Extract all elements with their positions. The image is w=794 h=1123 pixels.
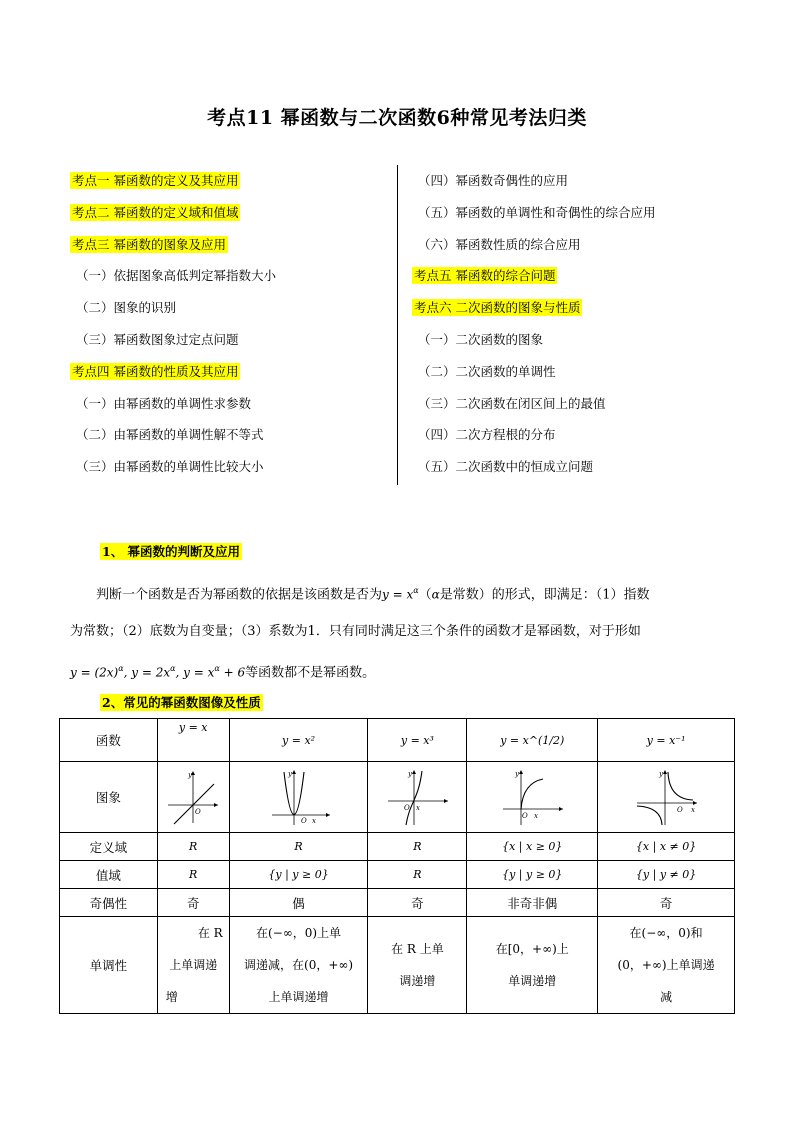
page-title: 考点11 幂函数与二次函数6种常见考法归类 [207, 107, 587, 129]
row-label: 定义域 [60, 833, 158, 861]
graph-cell [157, 762, 229, 833]
domain-cell: {x | x ≠ 0} [598, 833, 735, 861]
axis-x-label: x [691, 806, 696, 814]
graph-cell [598, 762, 735, 833]
domain-cell: R [229, 833, 368, 861]
toc-item: （二）图象的识别 [76, 300, 177, 316]
parity-cell: 奇 [157, 889, 229, 917]
graph-square [264, 767, 334, 827]
axis-y-label: y [659, 770, 664, 778]
table-row [60, 762, 735, 833]
toc-item: （三）幂函数图象过定点问题 [76, 331, 239, 347]
toc-item: （五）幂函数的单调性和奇偶性的综合应用 [418, 204, 656, 220]
row-label: 值域 [60, 861, 158, 889]
row-label: 图象 [60, 762, 158, 833]
origin-label: O [195, 808, 201, 816]
origin-label: O [677, 806, 683, 814]
table-row [60, 833, 735, 861]
function-label: y = x⁻¹ [598, 719, 735, 762]
toc-item: （一）二次函数的图象 [418, 331, 544, 347]
graph-sqrt [497, 767, 567, 827]
toc-item: 考点四 幂函数的性质及其应用 [72, 363, 239, 379]
axis-y-label: y [408, 770, 413, 778]
function-label: y = x^(1/2) [467, 719, 598, 762]
table-row [60, 889, 735, 917]
domain-cell: R [368, 833, 467, 861]
range-cell: {y | y ≠ 0} [598, 861, 735, 889]
toc-item: （一）由幂函数的单调性求参数 [76, 395, 252, 411]
toc-item: 考点一 幂函数的定义及其应用 [72, 173, 239, 188]
function-label: y = x [157, 719, 229, 762]
toc-item: 考点六 二次函数的图象与性质 [414, 300, 581, 316]
graph-cell [229, 762, 368, 833]
toc-left-column [70, 170, 390, 488]
toc-item: （六）幂函数性质的综合应用 [418, 236, 581, 252]
axis-y-label: y [287, 770, 292, 778]
toc-item: （二）由幂函数的单调性解不等式 [76, 427, 264, 443]
row-label: 奇偶性 [60, 889, 158, 917]
monotonic-cell: 在[0，+∞)上 单调递增 [467, 917, 598, 1014]
toc-item: （三）二次函数在闭区间上的最值 [418, 395, 606, 411]
origin-label: O [522, 812, 529, 820]
range-cell: {y | y ≥ 0} [229, 861, 368, 889]
function-label: y = x² [229, 719, 368, 762]
range-cell: R [368, 861, 467, 889]
axis-x-label: x [416, 804, 421, 812]
table-row [60, 861, 735, 889]
row-label: 单调性 [60, 917, 158, 1014]
toc-item: 考点五 幂函数的综合问题 [414, 268, 556, 284]
section-1-paragraph: 判断一个函数是否为幂函数的依据是该函数是否为$y = x^\alpha(\alpha$是常数）的形式，即满足：（1）指数 为常数；（2）底数为自变量；（3）系数为1．只有同时满足这三个条件的函数才是幂函数，对于形如 $y = (2x)^\alpha$, $y = 2x^\alpha$, $y = x^\alpha + 6$等函数都不是幂函数。 [70, 586, 650, 681]
monotonic-cell: 在 R 上单 调递增 [368, 917, 467, 1014]
toc-item: （二）二次函数的单调性 [418, 363, 556, 379]
origin-label: O [404, 804, 411, 812]
origin-label: O [300, 817, 307, 825]
axis-x-label: x [534, 812, 539, 820]
axis-y-label: y [188, 771, 193, 779]
parity-cell: 偶 [229, 889, 368, 917]
range-cell: {y | y ≥ 0} [467, 861, 598, 889]
section-heading-1: 1、 幂函数的判断及应用 [102, 544, 241, 559]
domain-cell: {x | x ≥ 0} [467, 833, 598, 861]
toc-right-column [412, 170, 732, 488]
graph-cube [382, 767, 452, 827]
toc-item: （一）依据图象高低判定幂指数大小 [76, 268, 277, 284]
monotonic-cell: 在(−∞，0)上单 调递减，在(0，+∞) 上单调递增 [229, 917, 368, 1014]
monotonic-cell: 在 R 上单调递 增 [157, 917, 229, 1014]
domain-cell: R [157, 833, 229, 861]
toc-item: 考点二 幂函数的定义域和值域 [72, 204, 239, 220]
graph-reciprocal [631, 767, 701, 827]
power-function-table [59, 718, 735, 1014]
row-label: 函数 [60, 719, 158, 762]
axis-y-label: y [515, 770, 520, 778]
range-cell: R [157, 861, 229, 889]
parity-cell: 奇 [368, 889, 467, 917]
function-label: y = x³ [368, 719, 467, 762]
parity-cell: 奇 [598, 889, 735, 917]
graph-linear [166, 769, 220, 825]
section-heading-2: 2、常见的幂函数图像及性质 [102, 695, 261, 710]
table-row [60, 719, 735, 762]
parity-cell: 非奇非偶 [467, 889, 598, 917]
toc-item: （五）二次函数中的恒成立问题 [418, 459, 594, 475]
table-row [60, 917, 735, 1014]
toc-item: （四）二次方程根的分布 [418, 427, 556, 443]
graph-cell [467, 762, 598, 833]
monotonic-cell: 在(−∞，0)和 (0，+∞)上单调递 减 [598, 917, 735, 1014]
toc-item: （三）由幂函数的单调性比较大小 [76, 459, 264, 475]
toc-item: 考点三 幂函数的图象及应用 [72, 236, 226, 252]
toc-item: （四）幂函数奇偶性的应用 [418, 173, 569, 188]
graph-cell [368, 762, 467, 833]
axis-x-label: x [311, 817, 316, 825]
toc-divider [397, 165, 398, 485]
